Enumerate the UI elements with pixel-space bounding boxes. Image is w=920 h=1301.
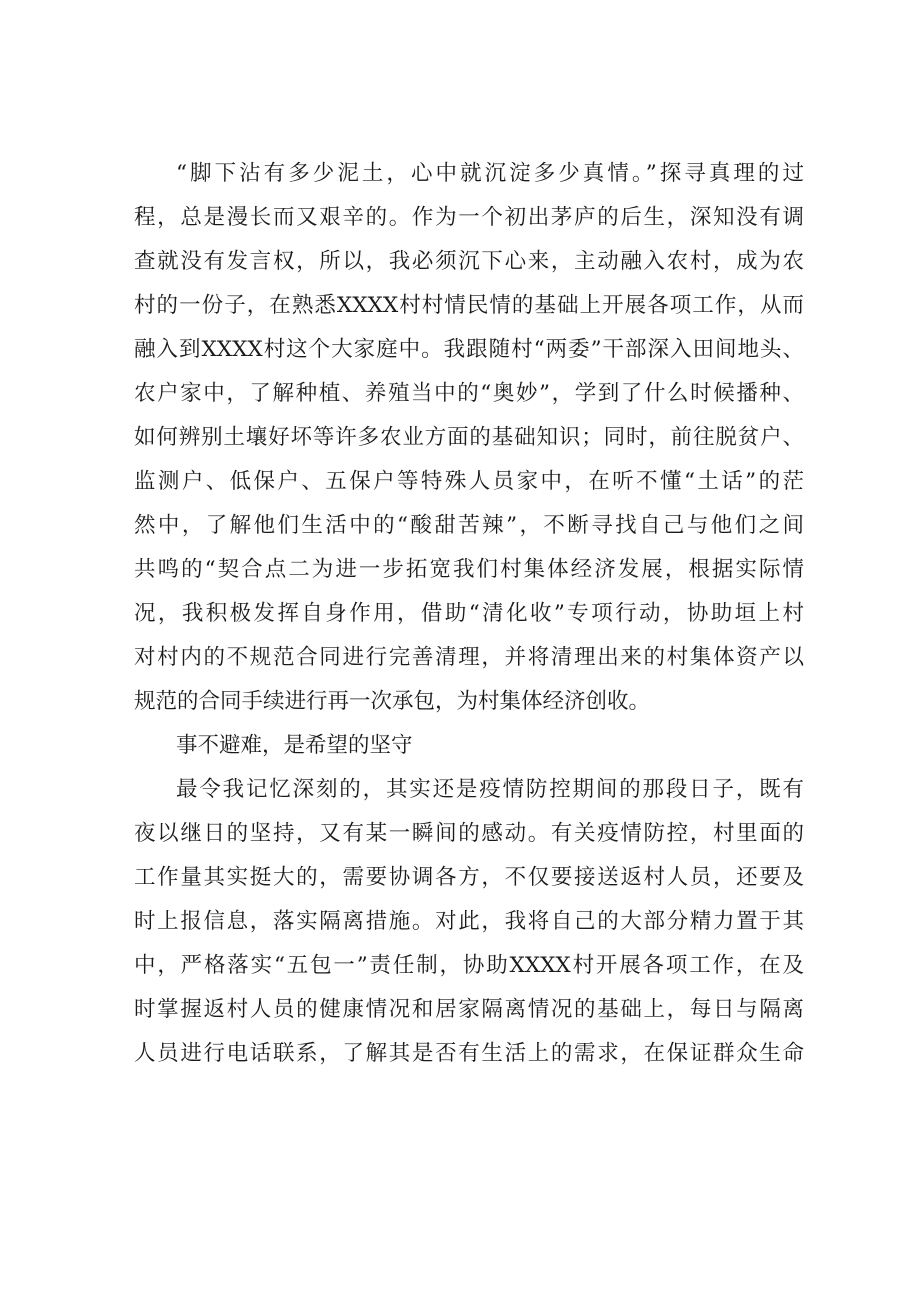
paragraph-line: 工作量其实挺大的，需要协调各方，不仅要接送返村人员，还要及 bbox=[134, 865, 804, 890]
paragraph-line: 监测户、低保户、五保户等特殊人员家中，在听不懂“土话”的茫 bbox=[134, 469, 804, 494]
paragraph-line: 人员进行电话联系，了解其是否有生活上的需求，在保证群众生命 bbox=[134, 1041, 804, 1066]
paragraph-line: 中，严格落实“五包一”责任制，协助XXXX村开展各项工作，在及 bbox=[134, 953, 804, 978]
paragraph-line: 然中，了解他们生活中的“酸甜苦辣”，不断寻找自己与他们之间 bbox=[134, 513, 804, 538]
paragraph-line: 如何辨别土壤好坏等许多农业方面的基础知识；同时，前往脱贫户、 bbox=[134, 425, 804, 450]
paragraph-line: 程，总是漫长而又艰辛的。作为一个初出茅庐的后生，深知没有调 bbox=[134, 205, 804, 230]
section-heading: 事不避难，是希望的坚守 bbox=[176, 733, 413, 758]
paragraph-line: 规范的合同手续进行再一次承包，为村集体经济创收。 bbox=[134, 689, 651, 714]
paragraph-line: 查就没有发言权，所以，我必须沉下心来，主动融入农村，成为农 bbox=[134, 249, 804, 274]
paragraph-line: 夜以继日的坚持，又有某一瞬间的感动。有关疫情防控，村里面的 bbox=[134, 821, 804, 846]
paragraph-line: 时掌握返村人员的健康情况和居家隔离情况的基础上，每日与隔离 bbox=[134, 997, 804, 1022]
paragraph-line: 对村内的不规范合同进行完善清理，并将清理出来的村集体资产以 bbox=[134, 645, 804, 670]
paragraph-line: 村的一份子，在熟悉XXXX村村情民情的基础上开展各项工作，从而 bbox=[134, 293, 804, 318]
paragraph-line: 共鸣的“契合点二为进一步拓宽我们村集体经济发展，根据实际情 bbox=[134, 557, 804, 582]
paragraph-line: 最令我记忆深刻的，其实还是疫情防控期间的那段日子，既有 bbox=[176, 777, 804, 802]
paragraph-line: 农户家中，了解种植、养殖当中的“奥妙”，学到了什么时候播种、 bbox=[134, 381, 804, 406]
paragraph-line: 融入到XXXX村这个大家庭中。我跟随村“两委”干部深入田间地头、 bbox=[134, 337, 804, 362]
paragraph-line: 时上报信息，落实隔离措施。对此，我将自己的大部分精力置于其 bbox=[134, 909, 804, 934]
paragraph-line: 况，我积极发挥自身作用，借助“清化收”专项行动，协助垣上村 bbox=[134, 601, 804, 626]
paragraph-line: “脚下沾有多少泥土，心中就沉淀多少真情。”探寻真理的过 bbox=[176, 161, 804, 186]
